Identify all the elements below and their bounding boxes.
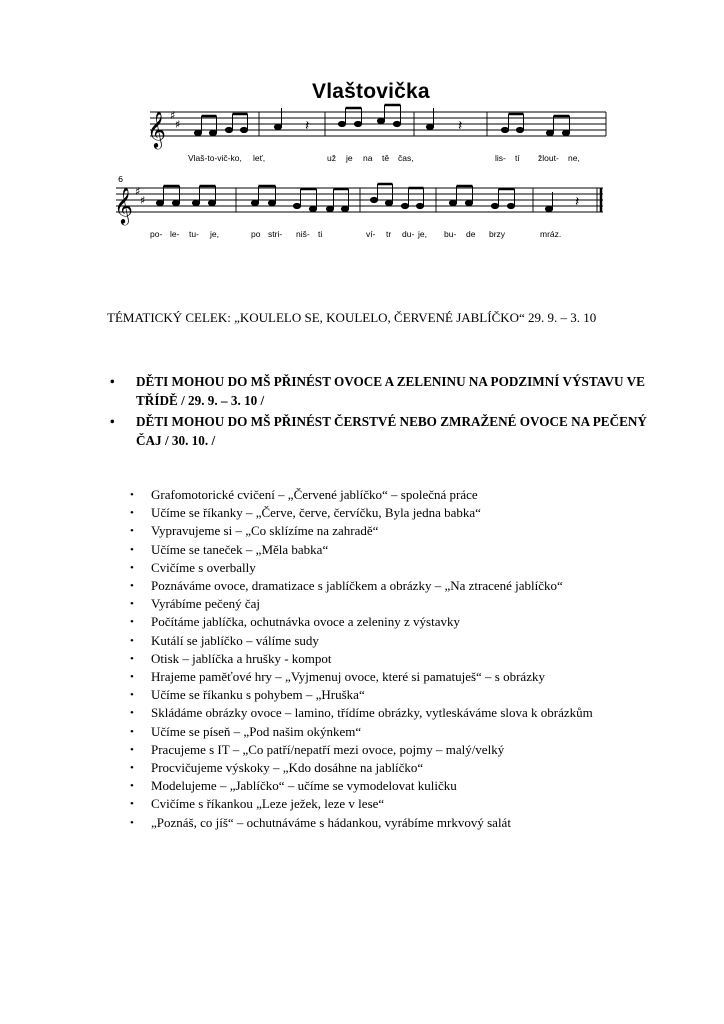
theme-heading: TÉMATICKÝ CELEK: „KOULELO SE, KOULELO, ČERVENÉ JABLÍČKO“ 29. 9. – 3. 10	[107, 310, 597, 325]
svg-text:𝄽: 𝄽	[575, 194, 580, 210]
list-item: • Vypravujeme si – „Co sklízíme na zahradě“	[128, 522, 628, 540]
notes-line-1	[194, 105, 569, 136]
svg-text:𝄽: 𝄽	[458, 118, 463, 134]
lyric-syllable: je,	[210, 229, 219, 239]
lyric-syllable: je	[346, 153, 353, 163]
list-item: • Hrajeme paměťové hry – „Vyjmenuj ovoce, které si pamatuješ“ – s obrázky	[128, 668, 628, 686]
bullet-icon: •	[130, 543, 134, 556]
treble-clef-icon	[147, 110, 166, 149]
lyric-syllable: tě	[382, 153, 390, 163]
bullet-icon: •	[130, 762, 134, 775]
music-score	[0, 0, 724, 260]
activity-list	[128, 486, 628, 832]
list-item: • Procvičujeme výskoky – „Kdo dosáhne na jablíčko“	[128, 759, 628, 777]
lyric-syllable: le-	[170, 229, 180, 239]
bullet-icon: •	[130, 780, 134, 793]
list-item: • Skládáme obrázky ovoce – lamino, třídíme obrázky, vytleskáváme slova k obrázkům	[128, 704, 628, 722]
bullet-icon: •	[130, 671, 134, 684]
lyric-syllable: stri-	[268, 229, 283, 239]
lyric-syllable: de	[466, 229, 476, 239]
lyric-syllable: Vlaš-to-vič-ko,	[188, 153, 242, 163]
lyric-syllable: lis-	[495, 153, 506, 163]
svg-text:♯: ♯	[140, 194, 146, 207]
lyric-syllable: je,	[418, 229, 427, 239]
bullet-icon: •	[110, 414, 115, 429]
lyric-syllable: tí	[515, 153, 520, 163]
list-item: • „Poznáš, co jíš“ – ochutnáváme s hádankou, vyrábíme mrkvový salát	[128, 814, 628, 832]
bullet-icon: •	[130, 561, 134, 574]
lyric-syllable: už	[327, 153, 336, 163]
list-item: • Cvičíme s overbally	[128, 559, 628, 577]
lyric-syllable: niš-	[296, 229, 310, 239]
lyrics-line-1	[188, 153, 580, 163]
notice-item: • DĚTI MOHOU DO MŠ PŘINÉST ČERSTVÉ NEBO ZMRAŽENÉ OVOCE NA PEČENÝ ČAJ / 30. 10. /	[110, 414, 647, 448]
lyric-syllable: tu-	[189, 229, 199, 239]
list-item: • Učíme se říkanku s pohybem – „Hruška“	[128, 686, 628, 704]
list-item: • Počítáme jablíčka, ochutnávka ovoce a zeleniny z výstavky	[128, 613, 628, 631]
treble-clef-icon	[114, 186, 133, 225]
list-item: • Otisk – jablíčka a hrušky - kompot	[128, 650, 628, 668]
bullet-icon: •	[130, 634, 134, 647]
list-item: • Vyrábíme pečený čaj	[128, 595, 628, 613]
list-item: • Grafomotorické cvičení – „Červené jablíčko“ – společná práce	[128, 486, 628, 504]
lyric-syllable: mráz.	[540, 229, 562, 239]
bullet-icon: •	[130, 689, 134, 702]
staff-line-1	[150, 112, 606, 136]
svg-text:𝄞: 𝄞	[114, 186, 133, 224]
bullet-icon: •	[130, 652, 134, 665]
list-item: • Učíme se říkanky – „Červe, červe, červíčku, Byla jedna babka“	[128, 504, 628, 522]
list-item: • Kutálí se jablíčko – válíme sudy	[128, 632, 628, 650]
bullet-icon: •	[130, 525, 134, 538]
svg-text:𝄞: 𝄞	[147, 110, 166, 148]
bullet-icon: •	[130, 743, 134, 756]
lyric-syllable: leť,	[253, 153, 266, 163]
list-item: • Modelujeme – „Jablíčko“ – učíme se vymodelovat kuličku	[128, 777, 628, 795]
bullet-icon: •	[130, 580, 134, 593]
lyric-syllable: du-	[402, 229, 415, 239]
lyric-syllable: čas,	[398, 153, 414, 163]
lyric-syllable: tr	[386, 229, 392, 239]
lyric-syllable: po-	[150, 229, 163, 239]
lyric-syllable: ne,	[568, 153, 580, 163]
song-title: Vlaštovička	[312, 80, 430, 103]
bullet-icon: •	[130, 707, 134, 720]
lyrics-line-2	[150, 229, 561, 239]
lyric-syllable: žlout-	[538, 153, 559, 163]
bullet-icon: •	[110, 374, 115, 389]
bullet-icon: •	[130, 798, 134, 811]
lyric-syllable: bu-	[444, 229, 457, 239]
svg-text:♯: ♯	[135, 185, 141, 198]
list-item: • Učíme se píseň – „Pod našim okýnkem“	[128, 723, 628, 741]
svg-text:♯: ♯	[170, 109, 176, 122]
bullet-icon: •	[130, 598, 134, 611]
notice-item: • DĚTI MOHOU DO MŠ PŘINÉST OVOCE A ZELENINU NA PODZIMNÍ VÝSTAVU VE TŘÍDĚ / 29. 9. – 3. 10 /	[110, 374, 645, 408]
staff-line-2	[116, 188, 603, 212]
list-item: • Poznáváme ovoce, dramatizace s jablíčkem a obrázky – „Na ztracené jablíčko“	[128, 577, 628, 595]
list-item: • Cvičíme s říkankou „Leze ježek, leze v lese“	[128, 795, 628, 813]
measure-number: 6	[118, 175, 124, 184]
bullet-icon: •	[130, 616, 134, 629]
bullet-icon: •	[130, 725, 134, 738]
lyric-syllable: brzy	[489, 229, 506, 239]
lyric-syllable: po	[251, 229, 261, 239]
list-item: • Učíme se taneček – „Měla babka“	[128, 541, 628, 559]
notice-list	[108, 372, 648, 452]
bullet-icon: •	[130, 489, 134, 501]
svg-text:♯: ♯	[175, 118, 181, 131]
bullet-icon: •	[130, 816, 134, 829]
svg-text:𝄽: 𝄽	[305, 118, 310, 134]
lyric-syllable: na	[363, 153, 373, 163]
list-item: • Pracujeme s IT – „Co patří/nepatří mezi ovoce, pojmy – malý/velký	[128, 741, 628, 759]
lyric-syllable: ví-	[366, 229, 376, 239]
bullet-icon: •	[130, 507, 134, 520]
lyric-syllable: ti	[318, 229, 323, 239]
